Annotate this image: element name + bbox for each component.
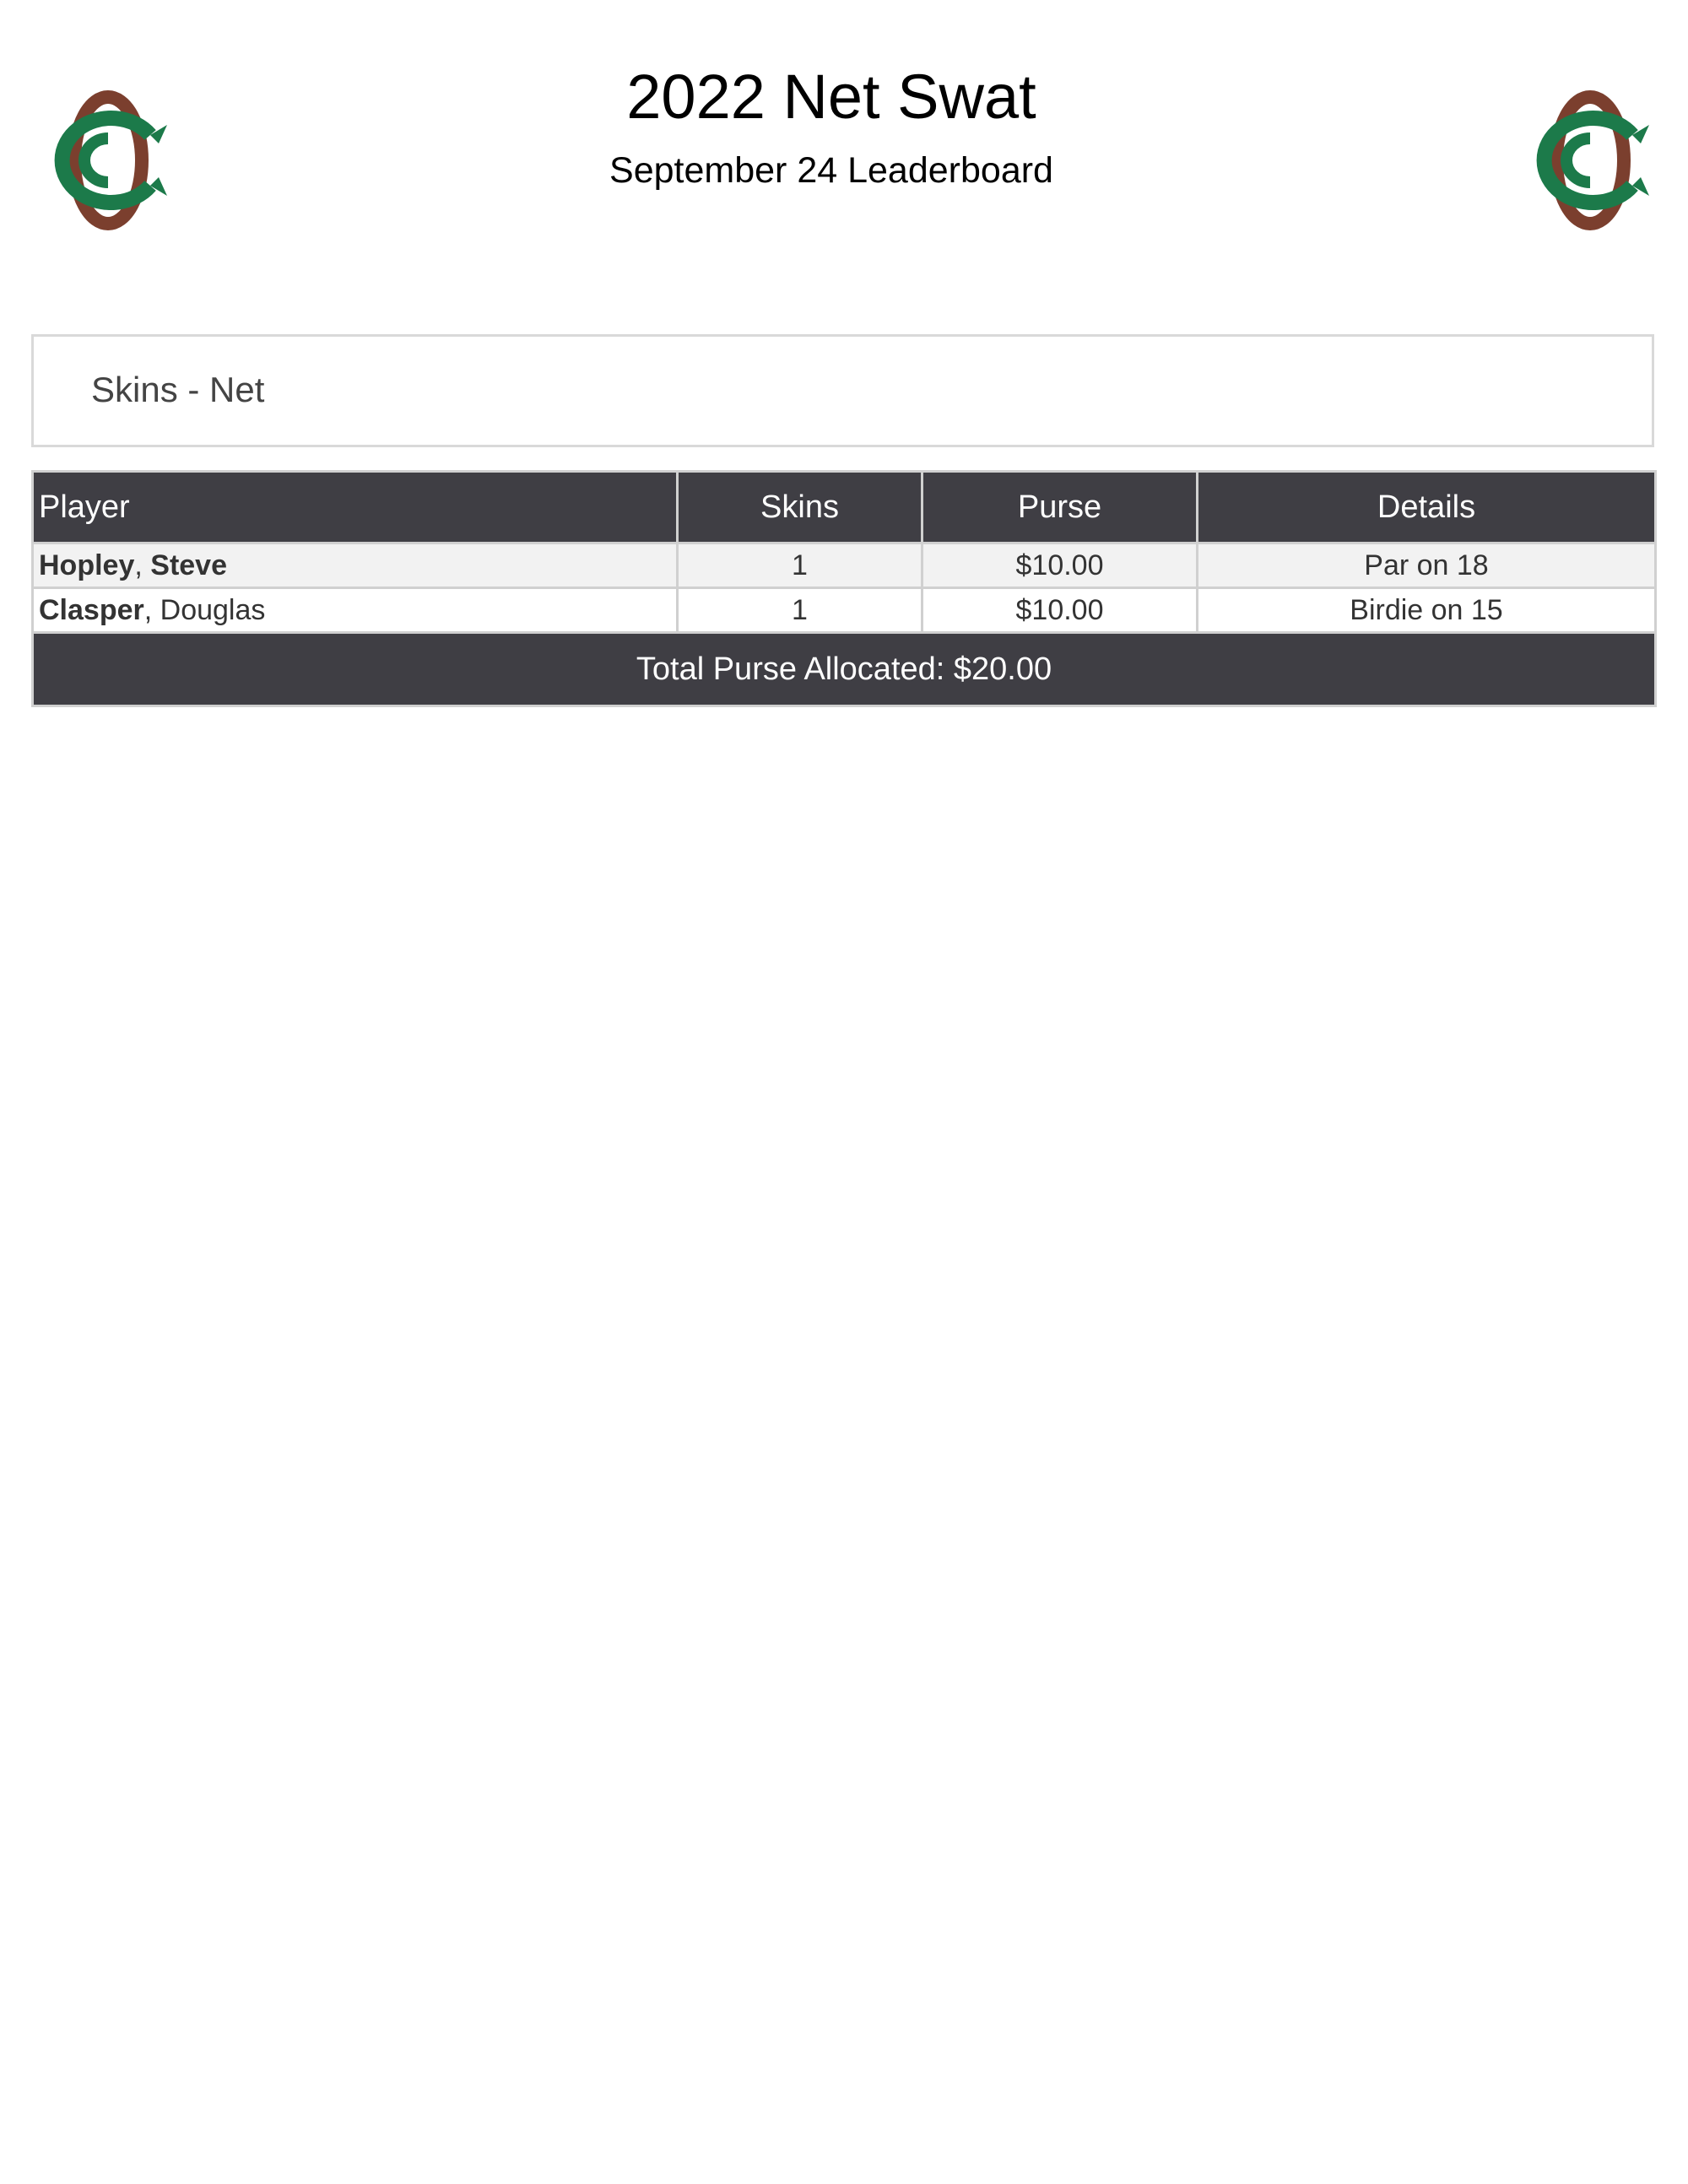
player-cell: Clasper, Douglas [33, 588, 678, 633]
player-last-name: Hopley [39, 549, 135, 581]
purse-cell: $10.00 [922, 588, 1198, 633]
column-header-skins: Skins [678, 472, 922, 543]
player-first-name: Douglas [160, 593, 266, 626]
skins-cell: 1 [678, 543, 922, 588]
player-last-name: Clasper [39, 593, 144, 626]
purse-cell: $10.00 [922, 543, 1198, 588]
skins-table [31, 470, 1657, 707]
player-first-name: Steve [150, 549, 227, 581]
table-footer-row [33, 633, 1656, 706]
table-row [33, 543, 1656, 588]
details-cell: Birdie on 15 [1198, 588, 1656, 633]
player-cell: Hopley, Steve [33, 543, 678, 588]
table-row [33, 588, 1656, 633]
details-cell: Par on 18 [1198, 543, 1656, 588]
club-logo-right [1514, 84, 1666, 236]
section-title: Skins - Net [91, 370, 265, 409]
section-header [31, 334, 1654, 447]
table-header-row [33, 472, 1656, 543]
column-header-player: Player [33, 472, 678, 543]
total-purse: Total Purse Allocated: $20.00 [33, 633, 1656, 706]
page-title: 2022 Net Swat [626, 62, 1036, 132]
column-header-details: Details [1198, 472, 1656, 543]
skins-cell: 1 [678, 588, 922, 633]
page-subtitle: September 24 Leaderboard [609, 150, 1053, 191]
column-header-purse: Purse [922, 472, 1198, 543]
